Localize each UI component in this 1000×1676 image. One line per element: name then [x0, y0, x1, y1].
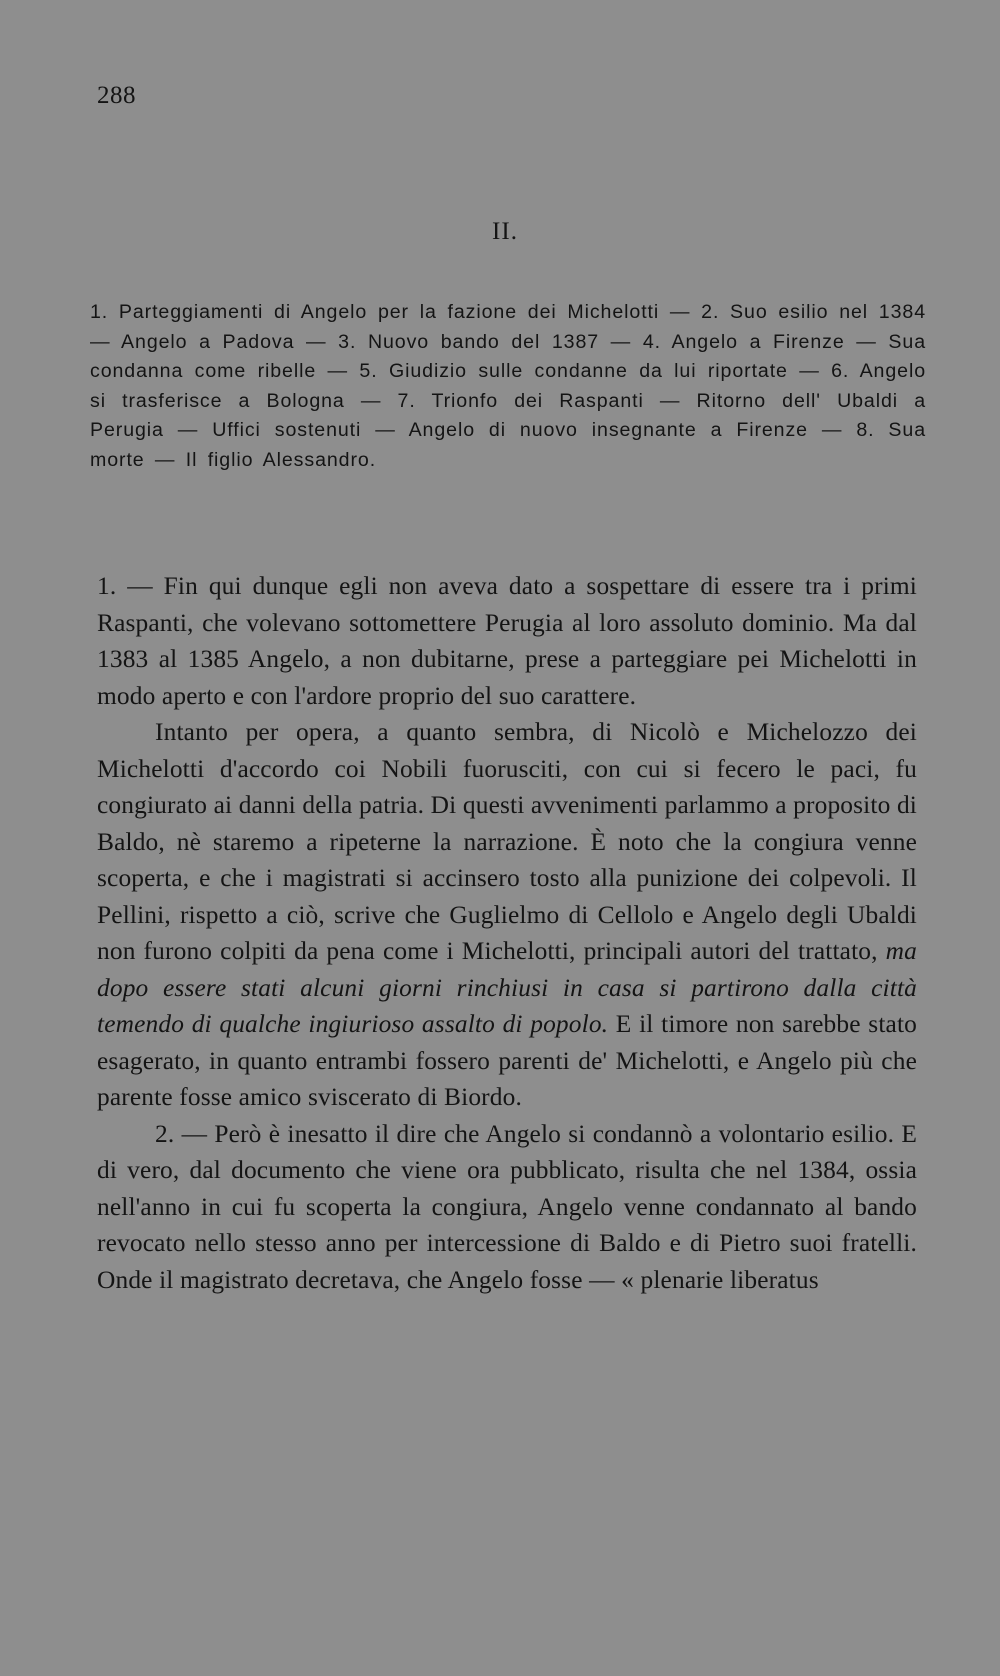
page-number: 288	[97, 82, 136, 109]
paragraph-2-start: Intanto per opera, a quanto sembra, di Nicolò e Michelozzo dei Michelotti d'accordo coi Nobili fuorusciti, con cui si fecero le paci, fu congiurato ai danni della patria. Di questi avvenimenti parlammo a proposito di Baldo, nè staremo a ripeterne la narrazione. È noto che la congiura venne scoperta, e che i magistrati si accinsero tosto alla punizione dei colpevoli. Il Pellini, rispetto a ciò, scrive che Guglielmo di Cellolo e Angelo degli Ubaldi non furono colpiti da pena come i Michelotti, principali autori del trattato,	[97, 718, 917, 965]
paragraph-2-end: E il timore non sarebbe stato esagerato, in quanto entrambi fossero parenti de' Michelotti, e Angelo più che parente fosse amico sviscerato di Biordo.	[97, 1010, 917, 1111]
pellini-quote: ma dopo essere stati alcuni giorni rinchiusi in casa si partirono dalla città temendo di qualche ingiurioso assalto di popolo.	[97, 937, 917, 1038]
body-text	[97, 568, 917, 1298]
paragraph-3: 2. — Però è inesatto il dire che Angelo si condannò a volontario esilio. E di vero, dal documento che viene ora pubblicato, risulta che nel 1384, ossia nell'anno in cui fu scoperta la congiura, Angelo venne condannato al bando revocato nello stesso anno per intercessione di Baldo e di Pietro suoi fratelli. Onde il magistrato decretava, che Angelo fosse — « plenarie liberatus	[97, 1119, 917, 1294]
paragraph-1: 1. — Fin qui dunque egli non aveva dato a sospettare di essere tra i primi Raspanti, che volevano sottomettere Perugia al loro assoluto dominio. Ma dal 1383 al 1385 Angelo, a non dubitarne, prese a parteggiare pei Michelotti in modo aperto e con l'ardore proprio del suo carattere.	[97, 572, 917, 710]
chapter-summary: 1. Parteggiamenti di Angelo per la fazione dei Michelotti — 2. Suo esilio nel 1384 — Angelo a Padova — 3. Nuovo bando del 1387 — 4. Angelo a Firenze — Sua condanna come ribelle — 5. Giudizio sulle condanne da lui riportate — 6. Angelo si trasferisce a Bologna — 7. Trionfo dei Raspanti — Ritorno dell' Ubaldi a Perugia — Uffici sostenuti — Angelo di nuovo insegnante a Firenze — 8. Sua morte — Il figlio Alessandro.	[90, 301, 926, 471]
chapter-heading: II.	[492, 218, 518, 245]
paragraph-2	[97, 714, 917, 1116]
